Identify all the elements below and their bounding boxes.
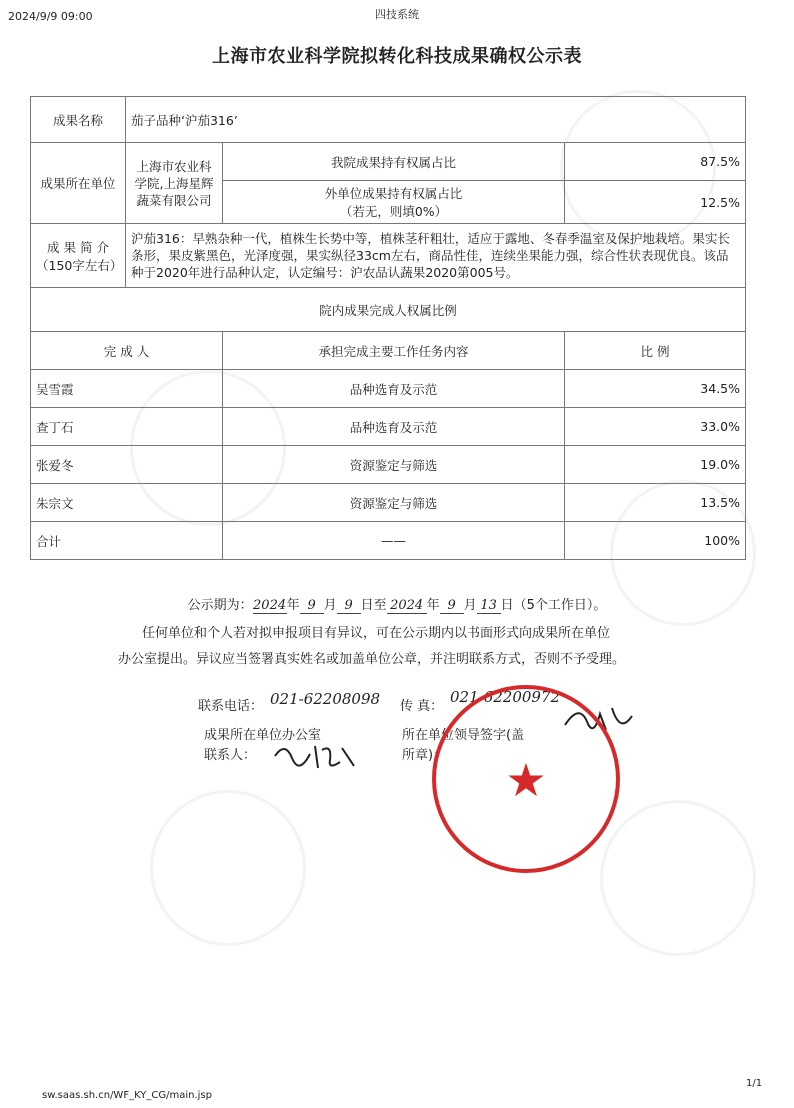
table-row [31,446,746,484]
person-name: 朱宗文 [31,484,223,522]
person-name: 查丁石 [31,408,223,446]
contact-signature [270,736,360,776]
system-name: 四技系统 [375,8,419,21]
table-row [31,408,746,446]
end-year: 2024 [387,598,427,614]
fax-value: 021-62200972 [450,688,561,706]
intro-text: 沪茄316：早熟杂种一代，植株生长势中等，植株茎秆粗壮，适应于露地、冬春季温室及保护地栽培。果实长条形，果皮紫黑色，光泽度强，果实纵径33cm左右，商品性佳，连续坐果能力强，综合性状表现优良。该品种于2020年进行品种认定，认定编号：沪农品认蔬果2020第005号。 [126,224,746,288]
notice-paragraph-2: 办公室提出。异议应当签署真实姓名或加盖单位公章，并注明联系方式，否则不予受理。 [118,652,626,667]
phone-value: 021-62208098 [270,690,381,708]
start-month: 9 [300,598,324,614]
section-title: 院内成果完成人权属比例 [31,288,746,332]
end-day: 13 [477,598,501,614]
page-number: 1/1 [746,1078,763,1089]
to-text: 日至 [360,598,387,613]
total-ratio: 100% [565,522,746,560]
seal-star-icon: ★ [505,753,547,807]
other-share-note: （若无，则填0%） [339,204,448,219]
other-share-value: 12.5% [565,181,746,224]
footer-url: sw.saas.sh.cn/WF_KY_CG/main.jsp [42,1090,212,1101]
person-ratio: 19.0% [565,446,746,484]
notice-paragraph-1: 任何单位和个人若对拟申报项目有异议，可在公示期内以书面形式向成果所在单位 [142,626,611,641]
intro-label [31,224,126,288]
end-month: 9 [440,598,464,614]
person-ratio: 13.5% [565,484,746,522]
start-year: 2024 [253,598,287,613]
col-header-person: 完 成 人 [31,332,223,370]
achievement-name-label: 成果名称 [31,97,126,143]
intro-label-text: 成 果 简 介 [47,239,109,255]
person-name: 张爱冬 [31,446,223,484]
days-text: 日（5个工作日）。 [500,598,607,613]
period-label: 公示期为： [187,598,253,613]
table-row-total [31,522,746,560]
person-name: 吴雪霞 [31,370,223,408]
person-ratio: 33.0% [565,408,746,446]
other-share-label-text: 外单位成果持有权属占比 [324,186,463,201]
phone-label: 联系电话： [198,699,264,714]
self-share-value: 87.5% [565,143,746,181]
leader-label-line1: 所在单位领导签字(盖 [402,728,525,743]
person-task: 资源鉴定与筛选 [223,484,565,522]
intro-label-sub: （150字左右） [36,257,123,273]
person-task: 品种选育及示范 [223,370,565,408]
col-header-task: 承担完成主要工作任务内容 [223,332,565,370]
person-ratio: 34.5% [565,370,746,408]
office-label: 成果所在单位办公室 [204,728,322,743]
person-task: 资源鉴定与筛选 [223,446,565,484]
fax-label: 传 真： [400,699,444,714]
official-seal [432,685,620,873]
person-task: 品种选育及示范 [223,408,565,446]
watermark-emblem [600,800,756,956]
total-label: 合计 [31,522,223,560]
start-day: 9 [337,598,361,614]
disclosure-table [30,96,746,560]
total-task: —— [223,522,565,560]
year-char: 年 [426,598,440,613]
contact-label: 联系人： [204,748,257,763]
other-share-label [223,181,565,224]
achievement-name-value: 茄子品种‘沪茄316’ [126,97,746,143]
notice-period [0,594,794,614]
month-char: 月 [323,598,337,613]
print-datetime: 2024/9/9 09:00 [8,10,93,23]
unit-value: 上海市农业科学院,上海星辉蔬菜有限公司 [126,143,223,224]
col-header-ratio: 比 例 [565,332,746,370]
watermark-emblem [150,790,306,946]
self-share-label: 我院成果持有权属占比 [223,143,565,181]
table-row [31,370,746,408]
table-row [31,484,746,522]
unit-label: 成果所在单位 [31,143,126,224]
year-char: 年 [286,598,300,613]
month-char: 月 [463,598,477,613]
page-title: 上海市农业科学院拟转化科技成果确权公示表 [212,46,582,67]
leader-label-line2: 所章)： [402,748,447,763]
